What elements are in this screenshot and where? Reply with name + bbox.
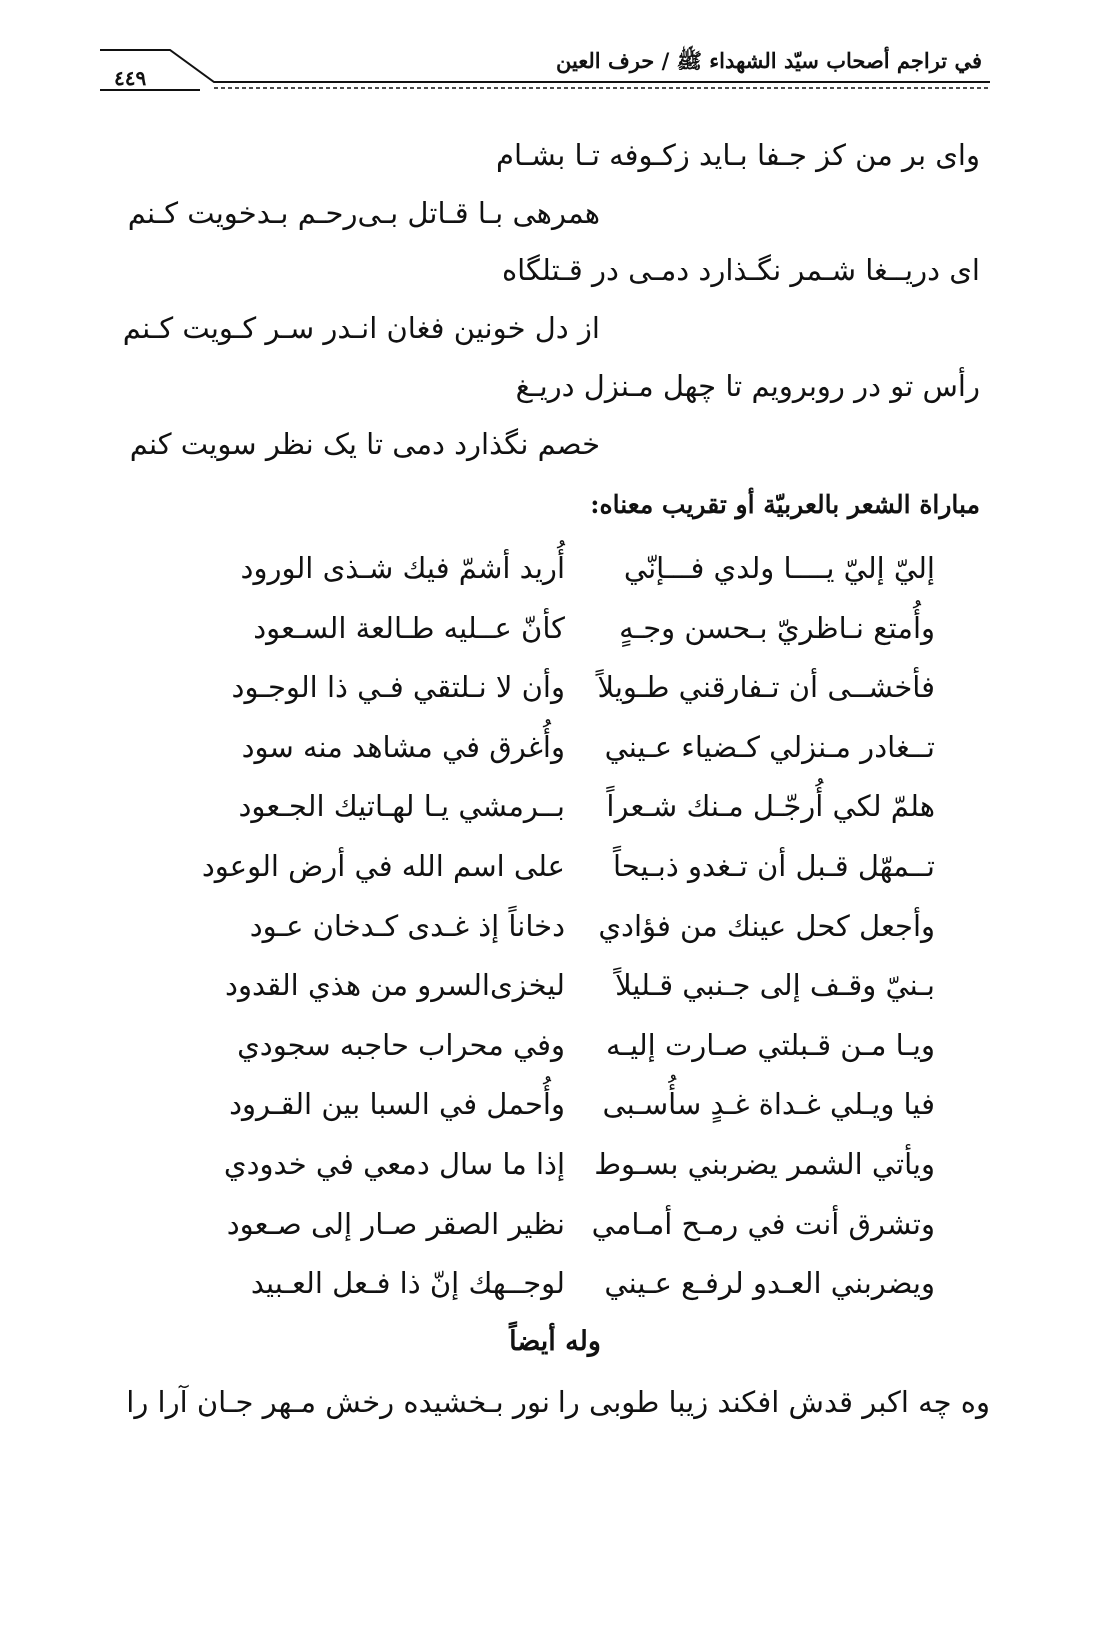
couplet-second-hemistich: نظير الصقر صـار إلى صـعود <box>226 1207 565 1241</box>
section-heading: مباراة الشعر بالعربيّة أو تقريب معناه: <box>590 490 980 519</box>
persian-verse: خصم نگذارد دمی تا یک نظر سویت کنم <box>129 427 600 461</box>
couplet-second-hemistich: دخاناً إذ غـدى كـدخان عـود <box>249 909 565 943</box>
couplet-second-hemistich: أُريد أشمّ فيك شـذى الورود <box>240 551 565 585</box>
couplet-second-hemistich: لوجــهك إنّ ذا فـعل العـبيد <box>250 1266 565 1300</box>
couplet-first-hemistich: ويضربني العـدو لرفـع عـيني <box>604 1266 935 1300</box>
persian-verse: ای دریــغا شـمر نگـذارد دمـی در قـتلگاه <box>501 253 980 287</box>
couplet-first-hemistich: فيا ويـلي غـداة غـدٍ سأُسـبى <box>602 1087 935 1121</box>
couplet-first-hemistich: إليّ إليّ يــــا ولدي فـــإنّي <box>623 551 935 585</box>
couplet-first-hemistich: ويأتي الشمر يضربني بسـوط <box>594 1147 935 1181</box>
page-number: ٤٤٩ <box>114 66 147 90</box>
couplet-first-hemistich: بـنيّ وقـف إلى جـنبي قـليلاً <box>615 968 935 1002</box>
couplet-second-hemistich: ليخزى‌السرو من هذي القدود <box>225 968 565 1002</box>
final-couplet-first: وه چه اکبر قدش افکند زیبا طوبی را <box>557 1385 990 1419</box>
couplet-second-hemistich: إذا ما سال دمعي في خدودي <box>223 1147 565 1181</box>
couplet-first-hemistich: وأجعل كحل عينك من فؤادي <box>598 909 935 943</box>
persian-verse: از دل خونین فغان انـدر سـر کـویت کـنم <box>122 311 600 345</box>
persian-verse: وای بر من کز جـفا بـاید زکـوفه تـا بشـام <box>496 138 980 172</box>
persian-verse: رأس تو در روبرویم تا چهل مـنزل دریـغ <box>515 369 980 403</box>
running-title: في تراجم أصحاب سيّد الشهداء ﷺ / حرف العين <box>555 48 982 73</box>
couplet-second-hemistich: وفي محراب حاجبه سجودي <box>237 1028 565 1062</box>
couplet-first-hemistich: تــغادر مـنزلي كـضياء عـيني <box>604 730 935 764</box>
couplet-first-hemistich: فأخشــى أن تـفارقني طـويلاً <box>597 670 935 704</box>
couplet-second-hemistich: على اسم الله في أرض الوعود <box>201 849 565 883</box>
couplet-second-hemistich: وأن لا نـلتقي فـي ذا الوجـود <box>231 670 565 704</box>
couplet-first-hemistich: تــمهّل قـبل أن تـغدو ذبـيحاً <box>612 849 935 883</box>
couplet-second-hemistich: وأُحمل في السبا بين القـرود <box>229 1087 565 1121</box>
couplet-first-hemistich: وتشرق أنت في رمـح أمـامي <box>591 1207 935 1241</box>
couplet-first-hemistich: وأُمتع نـاظريّ بـحسن وجـهٍ <box>619 611 935 645</box>
couplet-second-hemistich: بــرمشي يـا لهـاتيك الجـعود <box>238 789 565 823</box>
page-header <box>100 40 990 100</box>
persian-verse: همرهی بـا قـاتل بـی‌رحـم بـدخویت کـنم <box>127 196 600 230</box>
couplet-first-hemistich: هلمّ لكي أُرجّـل مـنك شـعراً <box>606 789 935 823</box>
subheading: وله أيضاً <box>509 1326 601 1357</box>
couplet-second-hemistich: كأنّ عــليه طـالعة السـعود <box>253 611 565 645</box>
couplet-second-hemistich: وأُغرق في مشاهد منه سود <box>241 730 565 764</box>
couplet-first-hemistich: ويـا مـن قـبلتي صـارت إليـه <box>606 1028 935 1062</box>
final-couplet-second: نور بـخشيده رخش مـهر جـان آرا را <box>126 1385 550 1419</box>
